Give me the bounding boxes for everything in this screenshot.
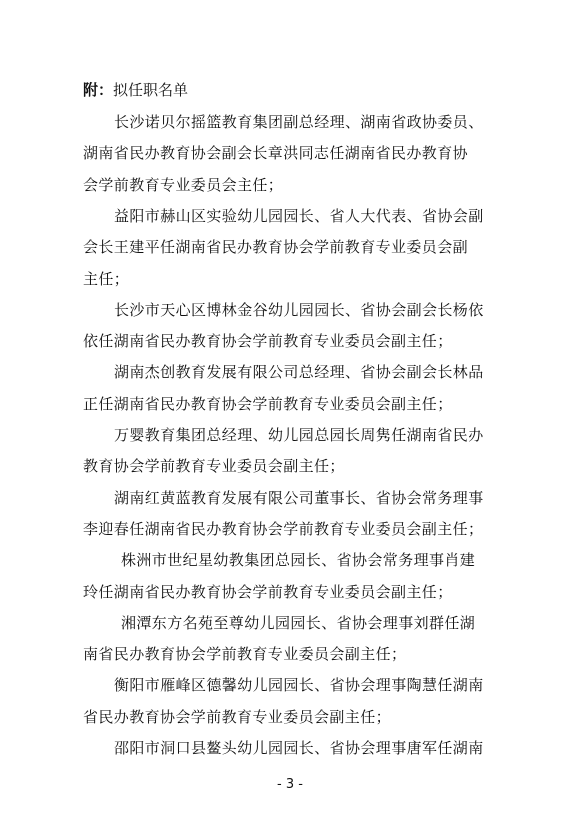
text-line: 湖南红黄蓝教育发展有限公司董事长、省协会常务理事 bbox=[114, 488, 484, 507]
text-line: 湘潭东方名苑至尊幼儿园园长、省协会理事刘群任湖 bbox=[121, 613, 476, 632]
page-number: - 3 - bbox=[277, 777, 303, 793]
text-line: 湖南杰创教育发展有限公司总经理、省协会副会长林品 bbox=[114, 363, 484, 382]
text-line: 教育协会学前教育专业委员会副主任； bbox=[83, 457, 345, 476]
text-line: 依任湖南省民办教育协会学前教育专业委员会副主任； bbox=[83, 332, 453, 351]
text-line: 长沙诺贝尔摇篮教育集团副总经理、湖南省政协委员、 bbox=[114, 113, 484, 131]
text-line: 湖南省民办教育协会副会长章洪同志任湖南省民办教育协 bbox=[83, 144, 469, 163]
text-line: 邵阳市洞口县鳌头幼儿园园长、省协会理事唐军任湖南 bbox=[114, 739, 484, 757]
text-line: 长沙市天心区博林金谷幼儿园园长、省协会副会长杨依 bbox=[114, 300, 484, 319]
appendix-title: 拟任职名单 bbox=[113, 81, 189, 99]
text-line: 万婴教育集团总经理、幼儿园总园长周隽任湖南省民办 bbox=[114, 426, 484, 444]
text-line: 衡阳市雁峰区德馨幼儿园园长、省协会理事陶慧任湖南 bbox=[114, 676, 484, 695]
text-line: 正任湖南省民办教育协会学前教育专业委员会副主任； bbox=[83, 394, 453, 413]
appendix-heading bbox=[83, 80, 188, 100]
text-line: 主任； bbox=[83, 269, 130, 288]
text-line: 省民办教育协会学前教育专业委员会副主任； bbox=[83, 707, 392, 726]
text-line: 李迎春任湖南省民办教育协会学前教育专业委员会副主任； bbox=[83, 519, 484, 538]
text-line: 玲任湖南省民办教育协会学前教育专业委员会副主任； bbox=[83, 582, 453, 601]
text-line: 株洲市世纪星幼教集团总园长、省协会常务理事肖建 bbox=[121, 551, 476, 570]
appendix-label: 附： bbox=[83, 81, 114, 99]
text-line: 会学前教育专业委员会主任； bbox=[83, 175, 284, 194]
text-line: 益阳市赫山区实验幼儿园园长、省人大代表、省协会副 bbox=[114, 206, 484, 225]
text-line: 南省民办教育协会学前教育专业委员会副主任； bbox=[83, 645, 407, 664]
text-line: 会长王建平任湖南省民办教育协会学前教育专业委员会副 bbox=[83, 238, 469, 257]
